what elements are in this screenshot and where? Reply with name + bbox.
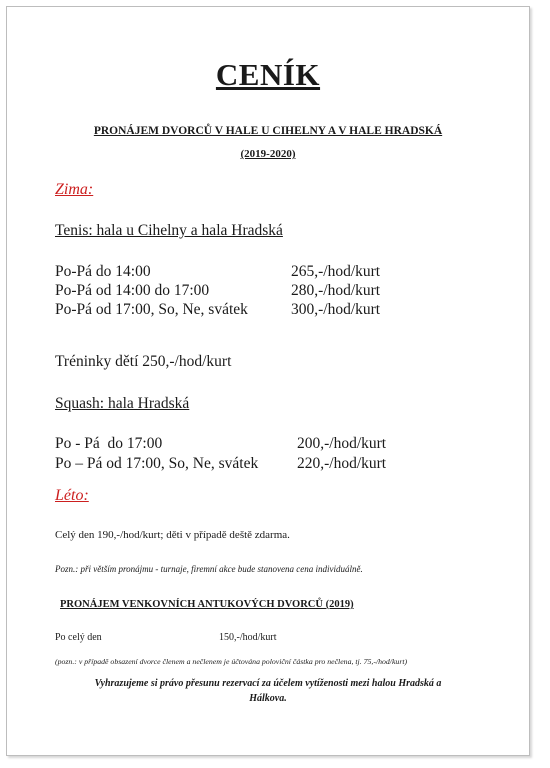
tennis-row-price: 300,-/hod/kurt [291,301,381,318]
tennis-row-time: Po-Pá do 14:00 [55,263,151,280]
outdoor-heading: PRONÁJEM VENKOVNÍCH ANTUKOVÝCH DVORCŮ (2019) [60,599,354,610]
footer-line-1: Vyhrazujeme si právo přesunu rezervací za účelem vytíženosti mezi halou Hradská a [94,678,442,689]
summer-note: Pozn.: při větším pronájmu - turnaje, firemní akce bude stanovena cena individuálně. [55,564,363,574]
kids-training-price: Tréninky dětí 250,-/hod/kurt [55,353,232,370]
squash-row-time: Po - Pá do 17:00 [55,435,163,452]
page-title: CENÍK [215,57,321,92]
summer-heading: Léto: [55,487,89,504]
tennis-row-time: Po-Pá od 17:00, So, Ne, svátek [55,301,248,318]
winter-heading: Zima: [55,181,94,198]
outdoor-note: (pozn.: v případě obsazení dvorce členem a nečlenem je účtována poloviční částka pro nečlena, tj. 75,-/hod/kurt) [55,657,408,666]
document-page [6,6,530,756]
squash-row-time: Po – Pá od 17:00, So, Ne, svátek [55,455,259,472]
season-label: (2019-2020) [240,148,296,160]
footer-line-2: Hálkova. [249,693,287,704]
tennis-heading: Tenis: hala u Cihelny a hala Hradská [55,222,283,239]
outdoor-row-time: Po celý den [55,632,102,643]
squash-heading: Squash: hala Hradská [55,395,190,412]
tennis-row-price: 280,-/hod/kurt [291,282,381,299]
outdoor-row-price: 150,-/hod/kurt [219,632,277,643]
squash-row-price: 200,-/hod/kurt [297,435,387,452]
squash-row-price: 220,-/hod/kurt [297,455,387,472]
page-subtitle: PRONÁJEM DVORCŮ V HALE U CIHELNY A V HALE HRADSKÁ [93,125,443,137]
tennis-row-price: 265,-/hod/kurt [291,263,381,280]
tennis-row-time: Po-Pá od 14:00 do 17:00 [55,282,210,299]
summer-text: Celý den 190,-/hod/kurt; děti v případě deště zdarma. [55,529,290,541]
